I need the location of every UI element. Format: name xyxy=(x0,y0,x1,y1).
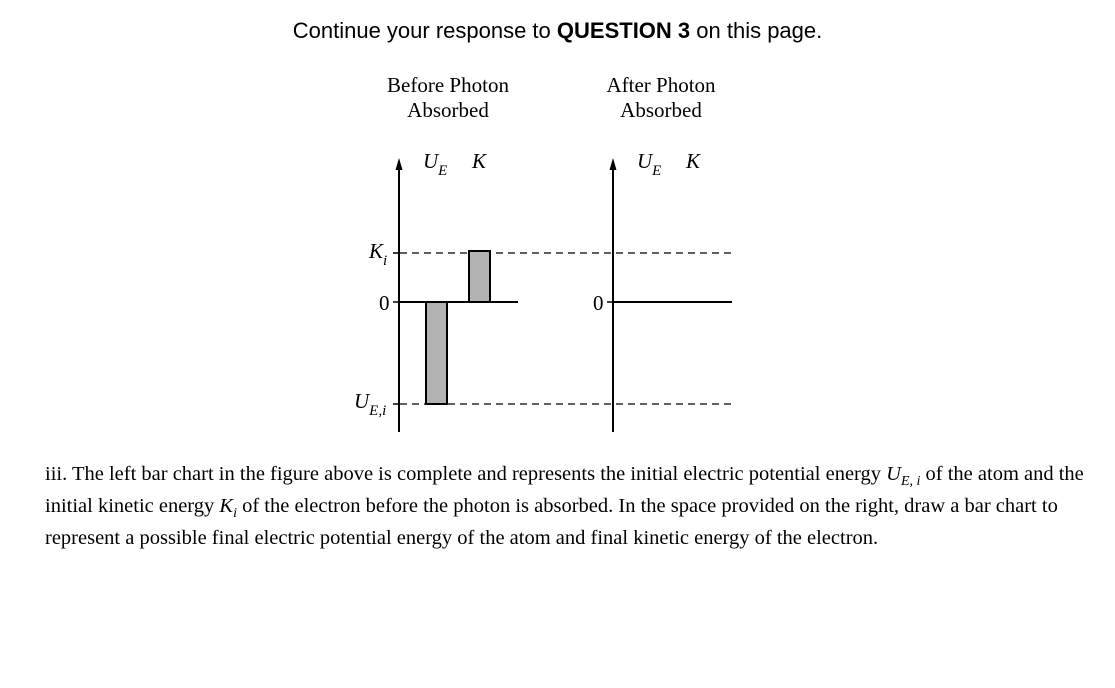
bar-ue-initial xyxy=(426,302,447,404)
before-ue-label: $U_E$ xyxy=(423,149,448,179)
before-title-line2: Absorbed xyxy=(407,98,489,122)
after-ue-label: $U_E$ xyxy=(637,149,662,179)
before-y-axis-arrow xyxy=(396,158,403,170)
symbol-ki: $K_i$ xyxy=(219,495,237,521)
after-title-line1: After Photon xyxy=(606,73,716,97)
bar-k-initial xyxy=(469,251,490,302)
question-part1: iii. The left bar chart in the figure above is complete and represents the initial electric potential energy xyxy=(45,463,887,485)
after-k-label: K xyxy=(686,149,701,173)
before-zero-label: 0 xyxy=(379,291,390,315)
header-question-number: QUESTION 3 xyxy=(556,18,691,43)
after-y-axis-arrow xyxy=(610,158,617,170)
symbol-uei: $U_{E, i}$ xyxy=(886,463,921,489)
question-text xyxy=(45,458,1090,554)
question-part2: of the atom and the initial kinetic energy xyxy=(45,463,1084,517)
header-prefix: Continue your response to xyxy=(292,18,557,43)
before-k-label: K xyxy=(472,149,487,173)
ki-label: $K_i$ xyxy=(369,239,388,269)
before-title-line1: Before Photon xyxy=(387,73,509,97)
after-zero-label: 0 xyxy=(593,291,604,315)
after-title-line2: Absorbed xyxy=(620,98,702,122)
header-suffix: on this page. xyxy=(690,18,823,43)
question-part3: of the electron before the photon is absorbed. In the space provided on the right, draw a bar chart to represent a possible final electric potential energy of the atom and final kinetic energy of the electron. xyxy=(45,495,1058,549)
uei-label: $U_{E,i}$ xyxy=(354,389,387,419)
